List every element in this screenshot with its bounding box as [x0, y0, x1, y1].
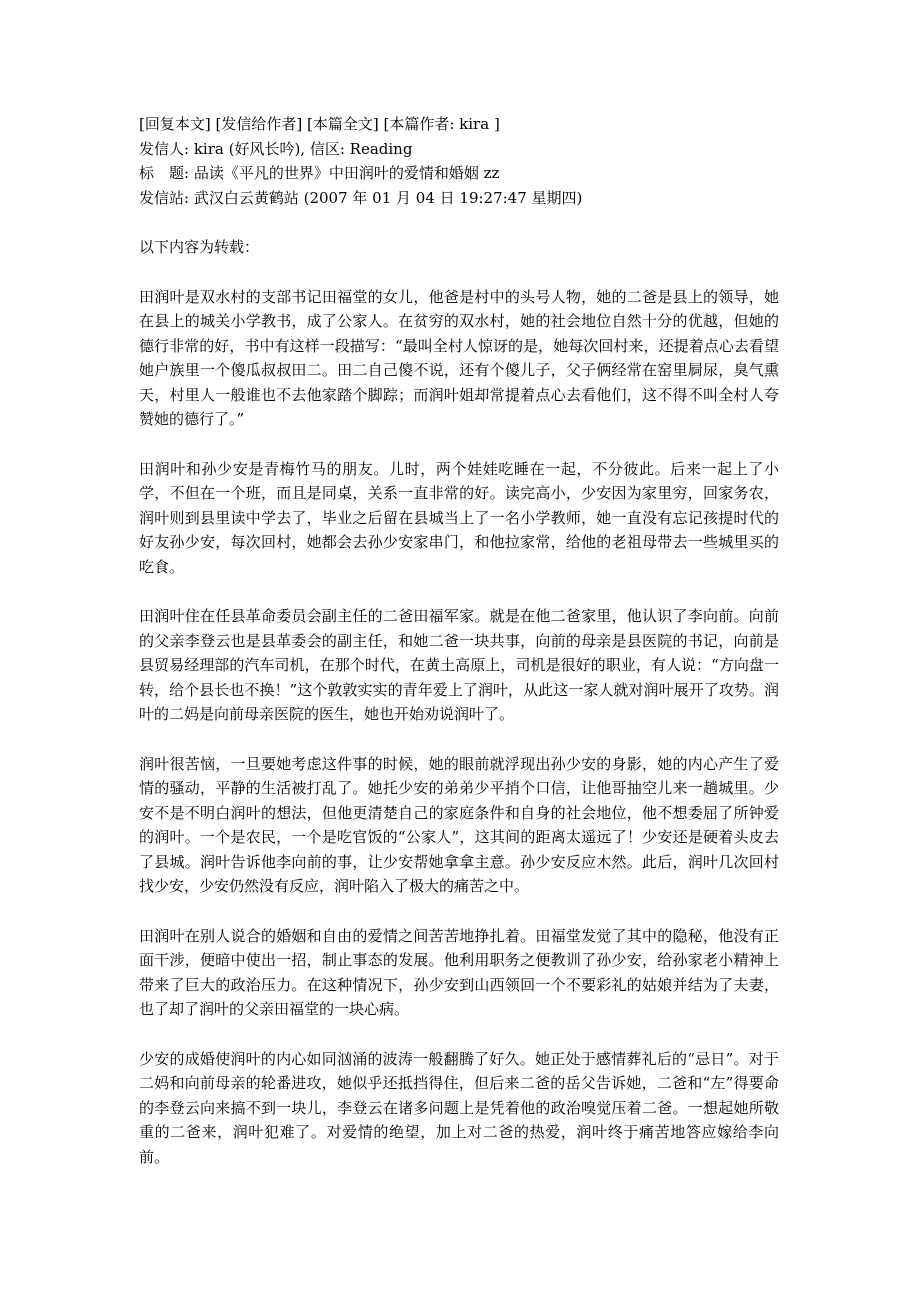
article-paragraph: 田润叶在别人说合的婚姻和自由的爱情之间苦苦地挣扎着。田福堂发觉了其中的隐秘，他没有正面干涉，便暗中使出一招，制止事态的发展。他利用职务之便教训了孙少安，给孙家老小精神上带来了巨大的政治压力。在这种情况下，孙少安到山西领回一个不要彩礼的姑娘并结为了夫妻，也了却了润叶的父亲田福堂的一块心病。	[139, 926, 779, 1018]
title-line: 标 题: 品读《平凡的世界》中田润叶的爱情和婚姻 zz	[139, 164, 500, 182]
reply-article-link[interactable]: [回复本文]	[139, 115, 211, 133]
article-paragraph: 少安的成婚使润叶的内心如同汹涌的波涛一般翻腾了好久。她正处于感情葬礼后的“忌日”。对于二妈和向前母亲的轮番进攻，她似乎还抵挡得住，但后来二爸的岳父告诉她，二爸和“左”得要命的李登云向来搞不到一块儿，李登云在诸多问题上是凭着他的政治嗅觉压着二爸。一想起她所敬重的二爸来，润叶犯难了。对爱情的绝望，加上对二爸的热爱，润叶终于痛苦地答应嫁给李向前。	[139, 1049, 779, 1166]
article-paragraph: 田润叶住在任县革命委员会副主任的二爸田福军家。就是在他二爸家里，他认识了李向前。向前的父亲李登云也是县革委会的副主任，和她二爸一块共事，向前的母亲是县医院的书记，向前是县贸易经理部的汽车司机，在那个时代，在黄土高原上，司机是很好的职业，有人说：“方向盘一转，给个县长也不换！”这个敦敦实实的青年爱上了润叶，从此这一家人就对润叶展开了攻势。润叶的二妈是向前母亲医院的医生，她也开始劝说润叶了。	[139, 607, 779, 723]
author-posts-link[interactable]: [本篇作者: kira ]	[383, 115, 500, 133]
article-paragraph: 润叶很苦恼，一旦要她考虑这件事的时候，她的眼前就浮现出孙少安的身影，她的内心产生了爱情的骚动，平静的生活被打乱了。她托少安的弟弟少平捎个口信，让他哥抽空儿来一趟城里。少安不是不明白润叶的想法，但他更清楚自己的家庭条件和自身的社会地位，他不想委屈了所钟爱的润叶。一个是农民，一个是吃官饭的“公家人”，这其间的距离太遥远了！少安还是硬着头皮去了县城。润叶告诉他李向前的事，让少安帮她拿拿主意。孙少安反应木然。此后，润叶几次回村找少安，少安仍然没有反应，润叶陷入了极大的痛苦之中。	[139, 754, 779, 895]
station-line: 发信站: 武汉白云黄鹤站 (2007 年 01 月 04 日 19:27:47 星期四)	[139, 188, 583, 207]
article-nav-links	[139, 112, 779, 137]
article-page	[139, 112, 779, 1169]
article-paragraph: 田润叶是双水村的支部书记田福堂的女儿，他爸是村中的头号人物，她的二爸是县上的领导，她在县上的城关小学教书，成了公家人。在贫穷的双水村，她的社会地位自然十分的优越，但她的德行非常的好，书中有这样一段描写：“最叫全村人惊讶的是，她每次回村来，还提着点心去看望她户族里一个傻瓜叔叔田二。田二自己傻不说，还有个傻儿子，父子俩经常在窑里屙尿，臭气熏天，村里人一般谁也不去他家踏个脚踪；而润叶姐却常提着点心去看他们，这不得不叫全村人夸赞她的德行了。”	[139, 287, 779, 428]
full-thread-link[interactable]: [本篇全文]	[307, 115, 379, 133]
mail-author-link[interactable]: [发信给作者]	[215, 115, 303, 133]
sender-line: 发信人: kira (好风长吟), 信区: Reading	[139, 139, 413, 158]
article-paragraph: 田润叶和孙少安是青梅竹马的朋友。儿时，两个娃娃吃睡在一起，不分彼此。后来一起上了小学，不但在一个班，而且是同桌，关系一直非常的好。读完高小，少安因为家里穷，回家务农，润叶则到县里读中学去了，毕业之后留在县城当上了一名小学教师，她一直没有忘记孩提时代的好友孙少安，每次回村，她都会去孙少安家串门，和他拉家常，给他的老祖母带去一些城里买的吃食。	[139, 459, 779, 576]
repost-notice: 以下内容为转载：	[139, 238, 260, 256]
